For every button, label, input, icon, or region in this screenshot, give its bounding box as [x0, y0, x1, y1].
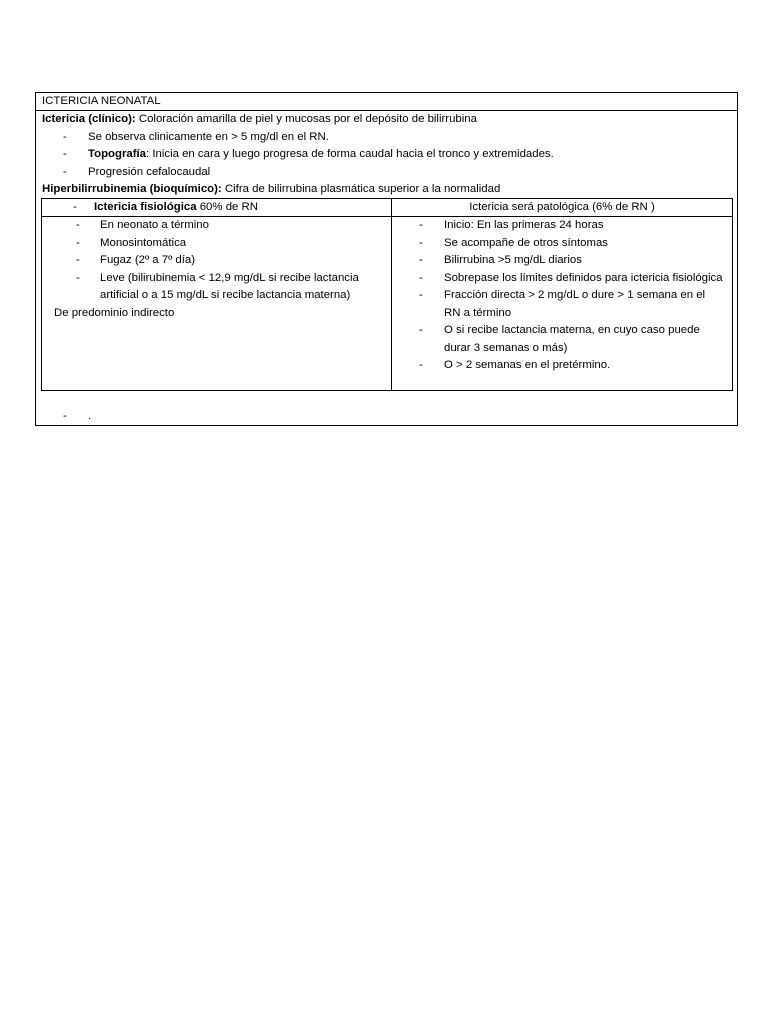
- list-item: [392, 322, 732, 357]
- list-item-text: Inicio: En las primeras 24 horas: [444, 219, 604, 231]
- list-item: [392, 357, 732, 375]
- column-patologica: [392, 217, 732, 375]
- bullet-dash: -: [419, 219, 423, 231]
- hiper-term: Hiperbilirrubinemia (bioquímico):: [42, 183, 222, 195]
- topografia-text: : Inicia en cara y luego progresa de forma caudal hacia el tronco y extremidades.: [146, 148, 554, 160]
- list-item: [36, 146, 737, 164]
- bullet-dash: -: [419, 271, 423, 284]
- table-header-patologica: Ictericia será patológica (6% de RN ): [469, 201, 655, 213]
- list-item-text: Leve (bilirubinemia < 12,9 mg/dL si recibe lactancia artificial o a 15 mg/dL si recibe lactancia materna): [100, 271, 359, 301]
- bullet-dash: -: [63, 165, 67, 178]
- list-item: [392, 252, 732, 270]
- list-item: [42, 252, 391, 270]
- list-item-text: Fracción directa > 2 mg/dL o dure > 1 semana en el RN a término: [444, 289, 706, 319]
- trailing-text: .: [88, 410, 92, 422]
- list-item-text: [88, 146, 554, 164]
- bullet-dash: -: [419, 324, 423, 336]
- bullet-dash: -: [76, 236, 80, 249]
- ictericia-definition: [36, 111, 737, 129]
- bullet-dash: -: [63, 130, 67, 143]
- predominio-note: De predominio indirecto: [54, 306, 175, 319]
- bullet-dash: -: [419, 236, 423, 249]
- bullet-dash: -: [76, 219, 80, 231]
- list-item-text: Progresión cefalocaudal: [88, 165, 211, 178]
- hiperbilirrubinemia-definition: [36, 181, 737, 199]
- trailing-bullet: [36, 408, 91, 426]
- bullet-dash: -: [76, 254, 80, 266]
- bullet-dash: -: [63, 410, 67, 422]
- list-item: [392, 217, 732, 235]
- bullet-dash: -: [76, 271, 80, 284]
- column-fisiologica: [42, 217, 391, 322]
- bullet-dash: -: [419, 359, 423, 371]
- list-item-text: Monosintomática: [100, 236, 187, 249]
- list-item: [392, 235, 732, 253]
- list-item-text: Fugaz (2º a 7º día): [100, 254, 196, 266]
- list-item: [42, 235, 391, 253]
- list-item-text: En neonato a término: [100, 219, 209, 231]
- bullet-dash: -: [419, 289, 423, 301]
- comparison-table: [41, 198, 733, 391]
- list-item-text: Bilirrubina >5 mg/dL diarios: [444, 254, 582, 266]
- list-item-text: Se observa clinicamente en > 5 mg/dl en el RN.: [88, 130, 329, 143]
- bullet-dash: -: [419, 254, 423, 266]
- bullet-dash: -: [63, 148, 67, 160]
- ictericia-term: Ictericia (clínico):: [42, 113, 136, 125]
- document-box: [35, 92, 738, 426]
- list-item: [392, 270, 732, 288]
- list-item: [36, 164, 737, 182]
- list-item: [42, 217, 391, 235]
- list-item-text: Sobrepase los límites definidos para ictericia fisiológica: [444, 271, 723, 284]
- fisiologica-term: Ictericia fisiológica: [94, 201, 197, 213]
- bullet-dash: -: [73, 201, 77, 213]
- list-item-text: O > 2 semanas en el pretérmino.: [444, 359, 611, 371]
- table-header-fisiologica: [42, 199, 391, 216]
- hiper-text: Cifra de bilirrubina plasmática superior a la normalidad: [221, 183, 501, 195]
- list-item: [42, 270, 391, 305]
- list-item: [392, 287, 732, 322]
- list-item-text: O si recibe lactancia materna, en cuyo caso puede durar 3 semanas o más): [444, 324, 700, 354]
- ictericia-text: Coloración amarilla de piel y mucosas por el depósito de bilirrubina: [135, 113, 477, 125]
- fisiologica-rest: 60% de RN: [196, 201, 258, 213]
- list-item-text: Se acompañe de otros síntomas: [444, 236, 608, 249]
- list-item: [36, 129, 737, 147]
- document-title: ICTERICIA NEONATAL: [36, 93, 737, 111]
- topografia-term: Topografía: [88, 148, 147, 160]
